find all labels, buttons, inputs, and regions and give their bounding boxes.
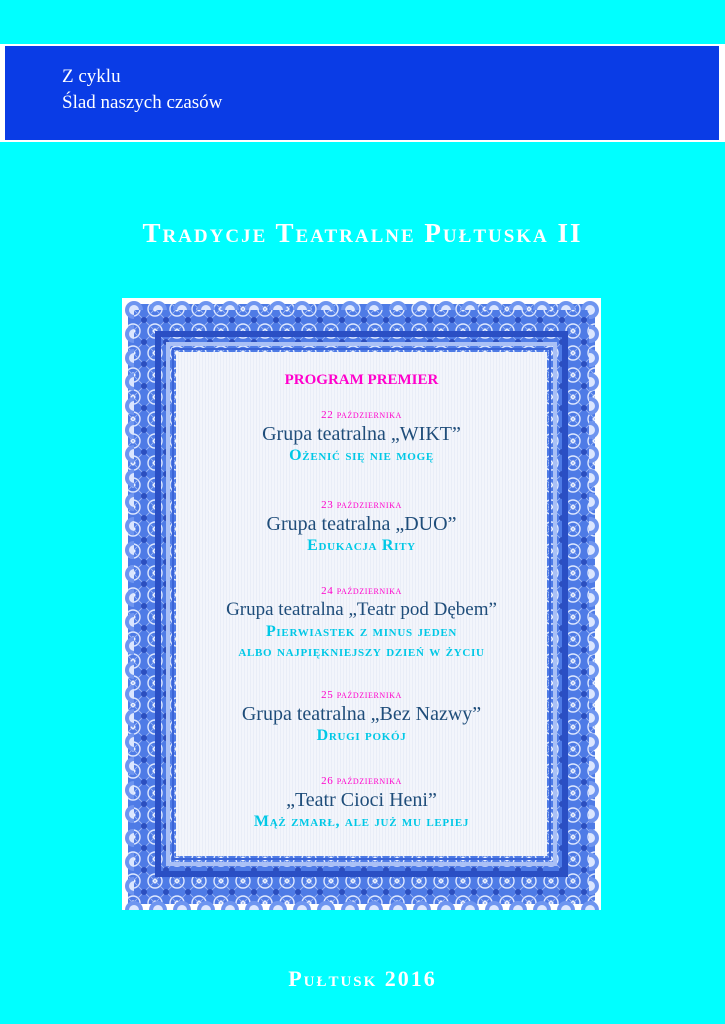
premiere-entry <box>176 584 547 662</box>
play-title: Edukacja Rity <box>307 537 416 554</box>
program-frame <box>122 298 601 910</box>
program-panel <box>176 352 547 856</box>
series-name: Ślad naszych czasów <box>62 92 223 113</box>
theatre-group: „Teatr Cioci Heni” <box>286 789 437 811</box>
book-title: Tradycje Teatralne Pułtuska II <box>142 218 583 248</box>
play-title: Ożenić się nie mogę <box>289 447 434 464</box>
play-title-line-1: Pierwiastek z minus jeden <box>265 623 458 640</box>
premiere-entry <box>176 688 547 746</box>
play-title: Drugi pokój <box>316 727 407 744</box>
premiere-date: 24 października <box>321 585 402 597</box>
theatre-group: Grupa teatralna „DUO” <box>266 513 457 535</box>
premiere-entry <box>176 408 547 466</box>
play-title-line-2: albo najpiękniejszy dzień w życiu <box>238 643 485 660</box>
premiere-date: 25 października <box>321 689 402 701</box>
theatre-group: Grupa teatralna „WIKT” <box>262 423 461 445</box>
program-heading: PROGRAM PREMIER <box>284 372 439 388</box>
series-label: Z cyklu <box>62 66 121 87</box>
premiere-date: 22 października <box>321 409 402 421</box>
premiere-date: 23 października <box>321 499 402 511</box>
premiere-entry <box>176 498 547 556</box>
premiere-date: 26 października <box>321 775 402 787</box>
play-title: Mąż zmarł, ale już mu lepiej <box>253 813 470 830</box>
theatre-group: Grupa teatralna „Bez Nazwy” <box>241 703 482 725</box>
premiere-entry <box>176 774 547 832</box>
theatre-group: Grupa teatralna „Teatr pod Dębem” <box>226 599 497 620</box>
place-and-year: Pułtusk 2016 <box>288 966 437 991</box>
